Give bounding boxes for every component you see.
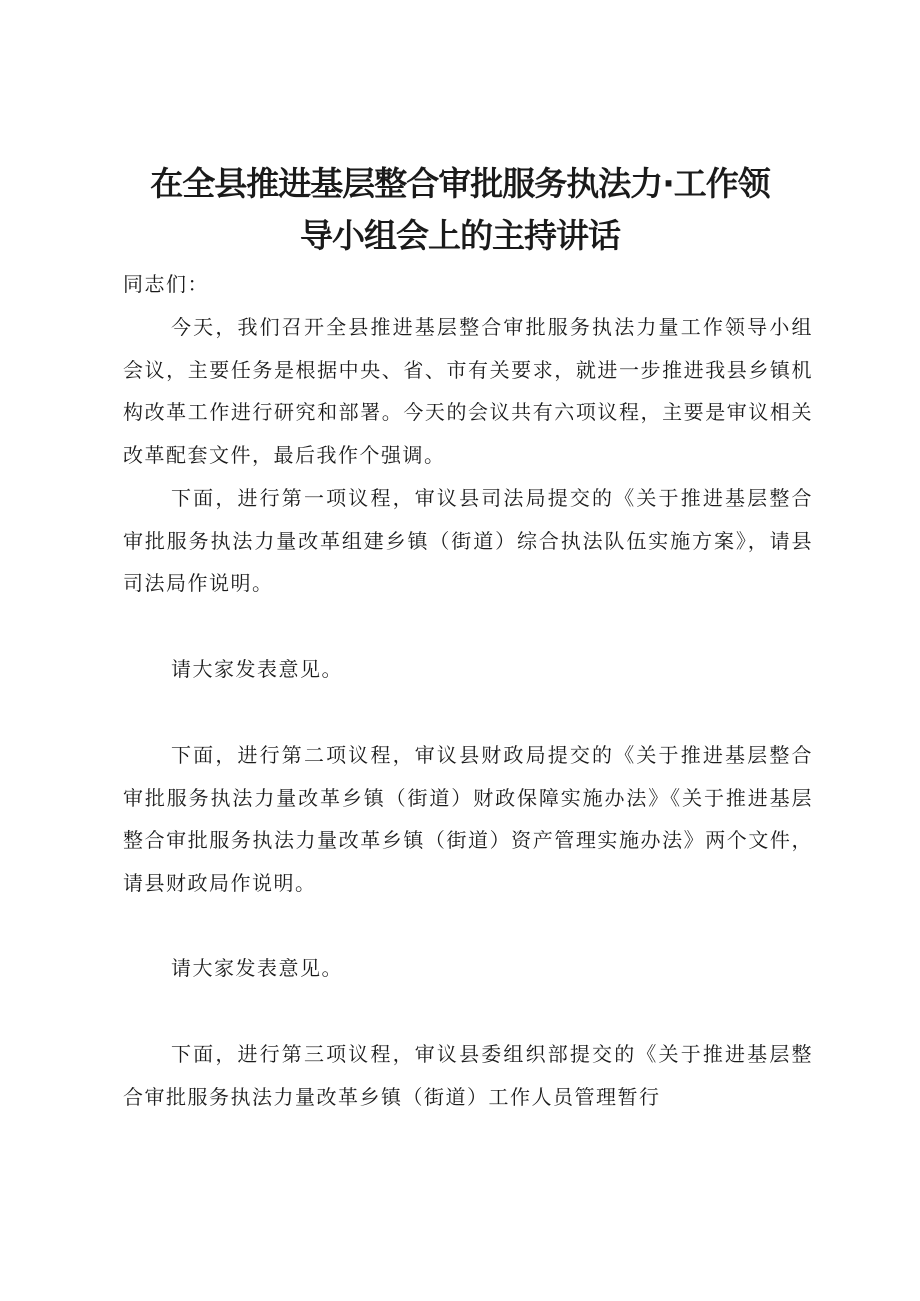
document-title-line-1: 在全县推进基层整合审批服务执法力·工作领 <box>150 164 770 203</box>
paragraph-comments-2: 请大家发表意见。 <box>171 956 343 980</box>
paragraph-opening: 今天，我们召开全县推进基层整合审批服务执法力量工作领导小组会议，主要任务是根据中央、省、市有关要求，就进一步推进我县乡镇机构改革工作进行研究和部署。今天的会议共有六项议程，主要是审议相关改革配套文件，最后我作个强调。 <box>123 315 813 467</box>
greeting: 同志们： <box>123 272 209 296</box>
document-title-line-2: 导小组会上的主持讲话 <box>300 216 620 255</box>
paragraph-comments-1: 请大家发表意见。 <box>171 657 343 681</box>
paragraph-agenda-3: 下面，进行第三项议程，审议县委组织部提交的《关于推进基层整合审批服务执法力量改革乡镇（街道）工作人员管理暂行 <box>123 1042 813 1109</box>
paragraph-agenda-1: 下面，进行第一项议程，审议县司法局提交的《关于推进基层整合审批服务执法力量改革组建乡镇（街道）综合执法队伍实施方案》，请县司法局作说明。 <box>123 486 813 596</box>
paragraph-agenda-2: 下面，进行第二项议程，审议县财政局提交的《关于推进基层整合审批服务执法力量改革乡镇（街道）财政保障实施办法》《关于推进基层整合审批服务执法力量改革乡镇（街道）资产管理实施办法》两个文件，请县财政局作说明。 <box>123 743 813 895</box>
